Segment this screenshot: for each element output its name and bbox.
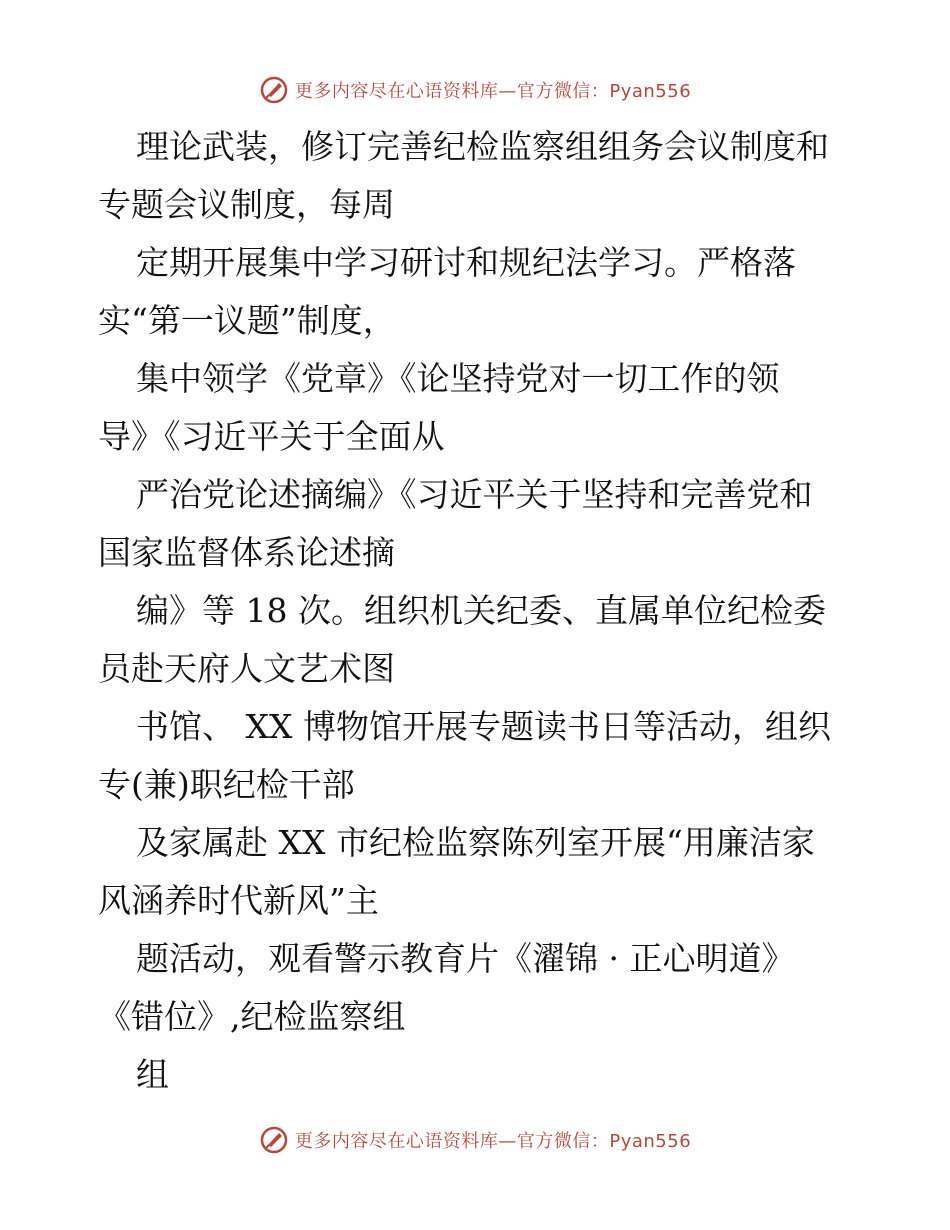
text-line: 集中领学《党章》《论坚持党对一切工作的领: [136, 359, 780, 398]
text-line: 书馆、 XX 博物馆开展专题读书日等活动，组织: [136, 707, 831, 746]
text-line: 专(兼)职纪检干部: [98, 765, 355, 804]
document-body: [98, 118, 858, 1104]
text-line: 专题会议制度，每周: [98, 185, 395, 224]
brand-logo-icon: [259, 1125, 289, 1155]
text-line: 导》《习近平关于全面从: [98, 417, 445, 456]
text-line: 《错位》,纪检监察组: [98, 997, 406, 1036]
text-line: 题活动，观看警示教育片《濯锦 · 正心明道》: [136, 939, 795, 978]
brand-logo-icon: [259, 75, 289, 105]
header-banner: [0, 70, 950, 110]
text-line: 风涵养时代新风”主: [98, 881, 379, 920]
text-line: 定期开展集中学习研讨和规纪法学习。严格落: [136, 243, 796, 282]
footer-banner: [0, 1120, 950, 1160]
text-line: 实“第一议题”制度，: [98, 301, 396, 340]
text-line: 理论武装，修订完善纪检监察组组务会议制度和: [136, 127, 829, 166]
text-line: 国家监督体系论述摘: [98, 533, 395, 572]
text-line: 编》等 18 次。组织机关纪委、直属单位纪检委: [136, 591, 826, 630]
text-line: 严治党论述摘编》《习近平关于坚持和完善党和: [136, 475, 813, 514]
text-line: 员赴天府人文艺术图: [98, 649, 395, 688]
text-line: 组: [136, 1055, 169, 1094]
footer-banner-text: 更多内容尽在心语资料库—官方微信：Pyan556: [294, 1131, 692, 1152]
header-banner-text: 更多内容尽在心语资料库—官方微信：Pyan556: [294, 81, 692, 102]
text-line: 及家属赴 XX 市纪检监察陈列室开展“用廉洁家: [136, 823, 815, 862]
